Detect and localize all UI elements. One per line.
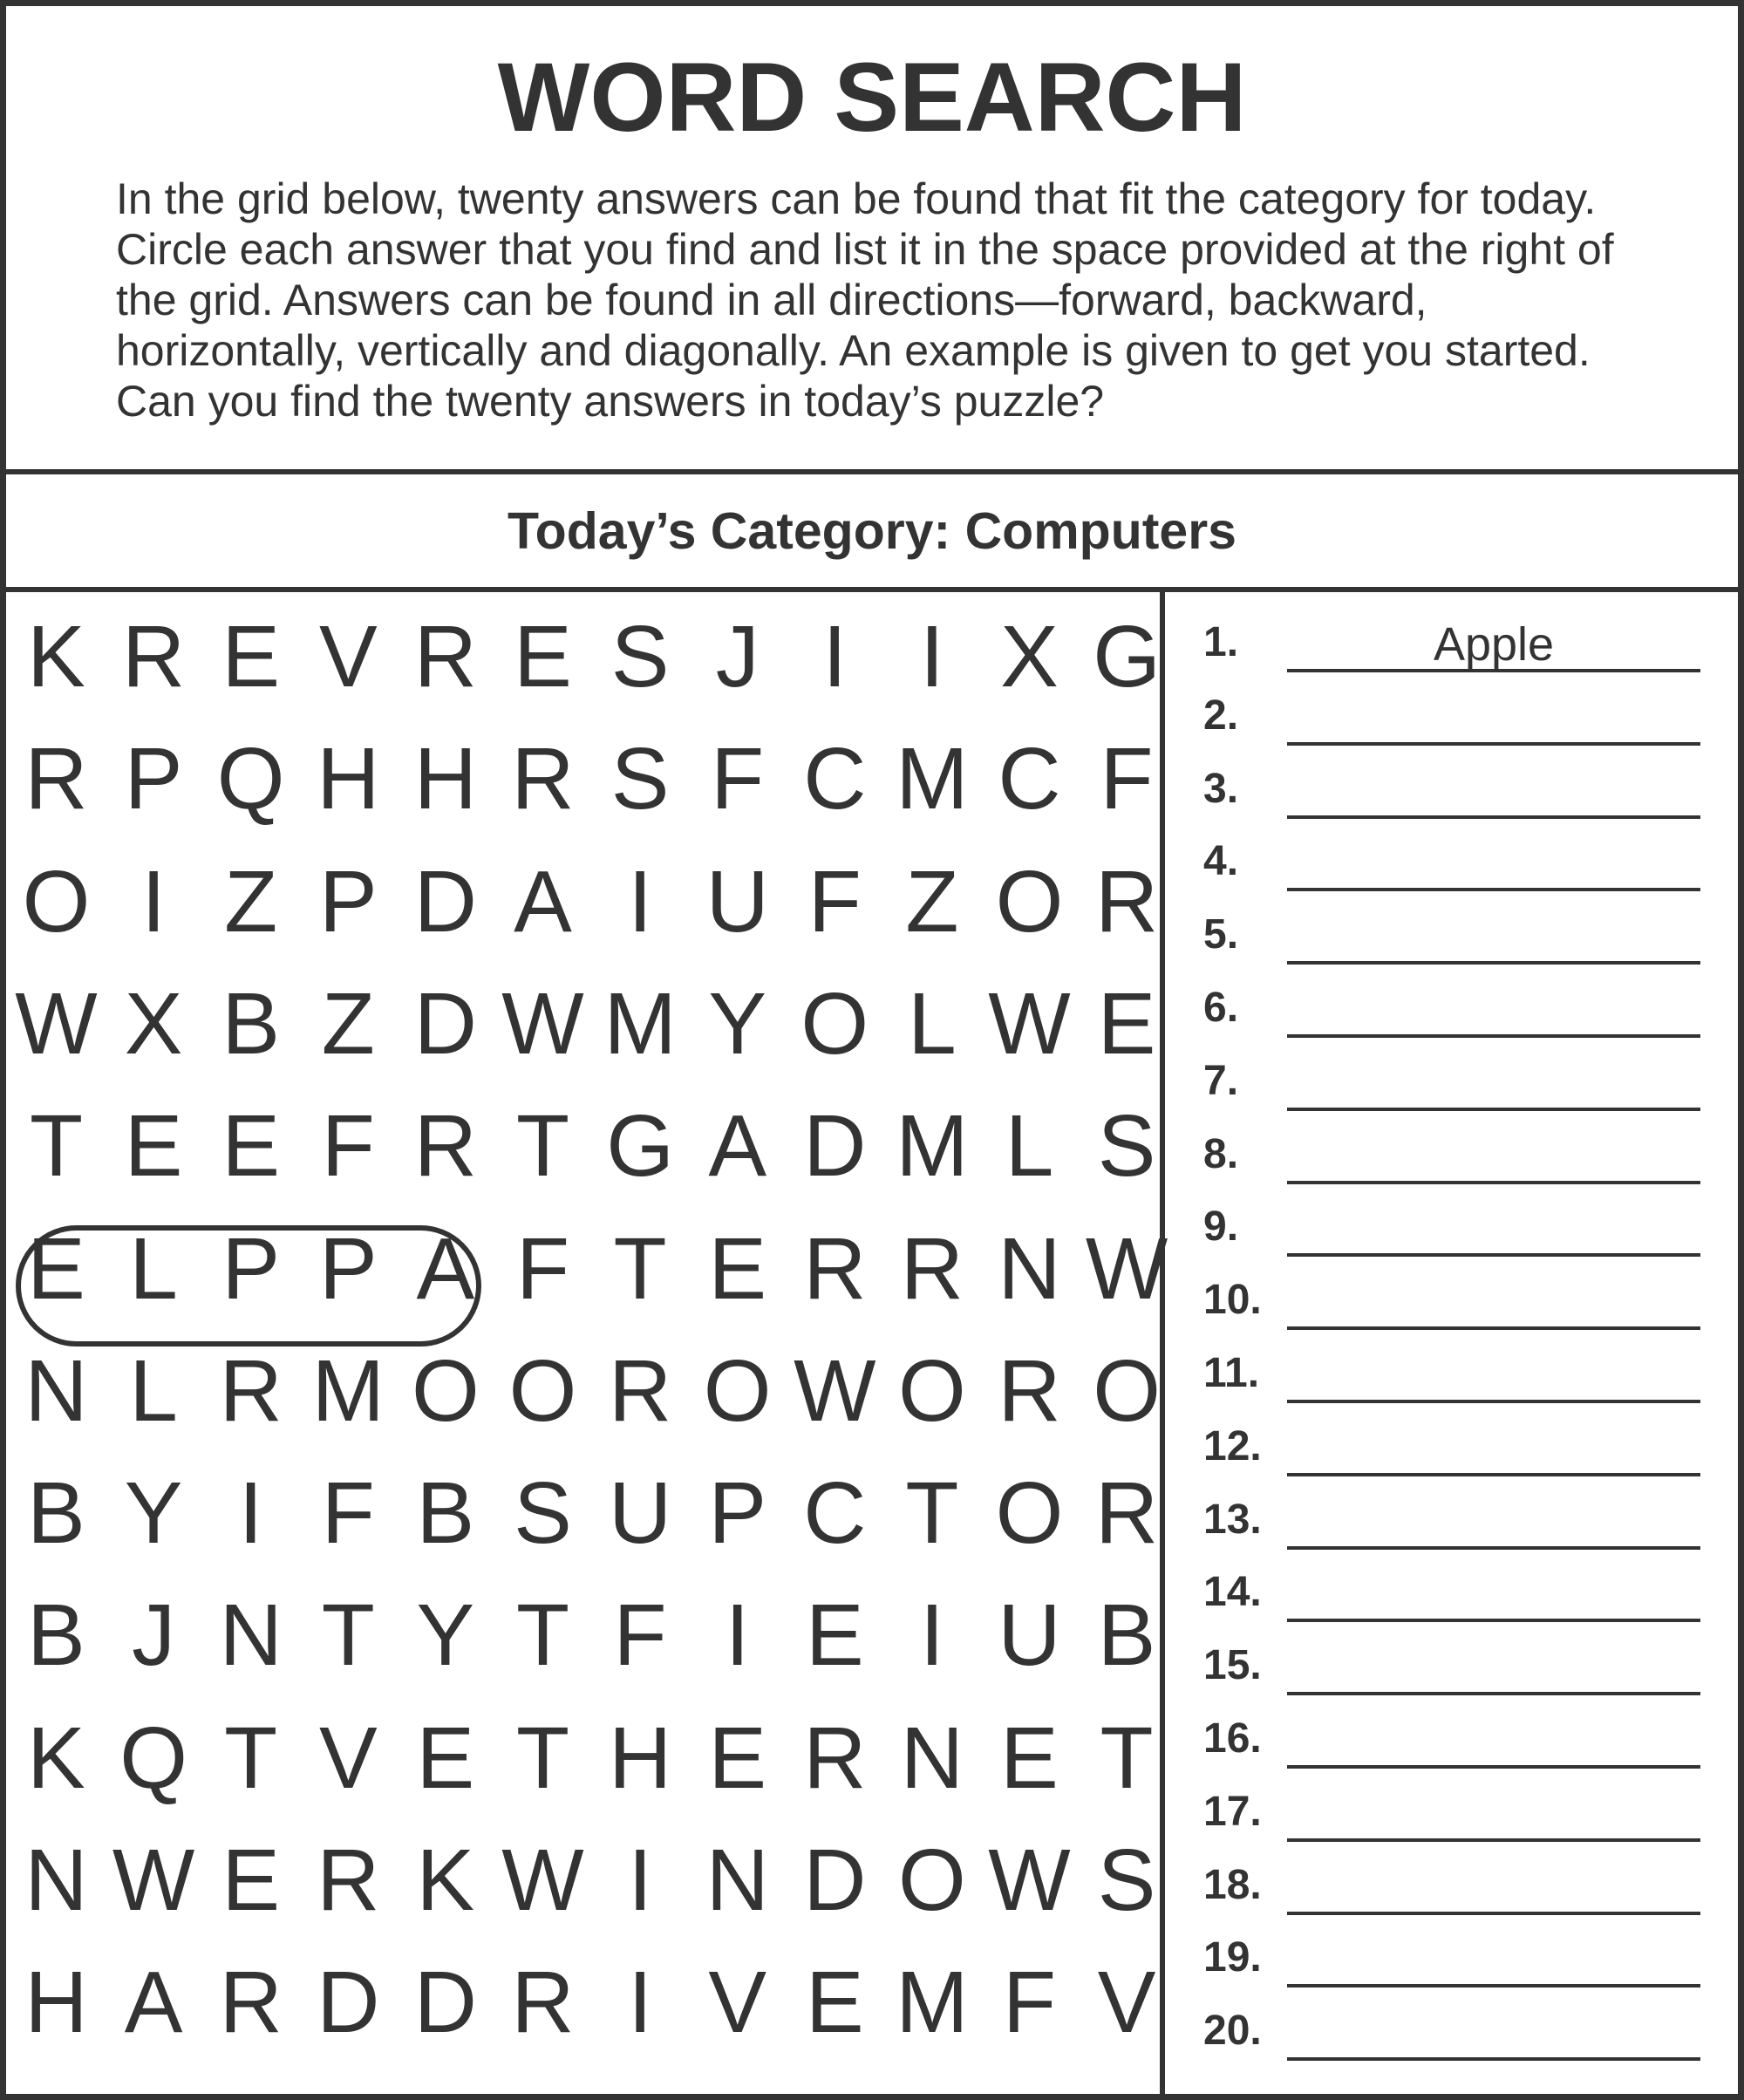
grid-letter[interactable]: W [988,1831,1071,1929]
grid-letter[interactable]: R [1094,852,1159,951]
answer-item [1165,1713,1738,1786]
answer-number: 16. [1203,1715,1262,1762]
grid-letter[interactable]: N [24,1341,88,1440]
answer-number: 11. [1203,1350,1260,1396]
grid-letter[interactable]: E [805,1586,864,1685]
answer-number: 2. [1203,692,1239,739]
answer-number: 1. [1203,619,1239,665]
header-section [6,6,1738,474]
answer-number: 6. [1203,985,1239,1031]
grid-letter[interactable]: E [514,608,572,706]
grid-letter[interactable]: D [803,1831,867,1929]
grid-letter[interactable]: K [27,608,85,706]
answer-blank-line[interactable] [1287,1984,1700,1988]
grid-letter[interactable]: S [610,730,670,828]
answer-item [1165,909,1738,982]
instructions-text: In the grid below, twenty answers can be found that fit the category for today. Circle each answer that you find and list it in the space provided at the right of the grid. Answers can be found in all directions—forward, backward, horizontally, vertically and diagonally. An example is given to get you started. Can you find the twenty answers in today’s puzzle? [116,174,1614,426]
grid-letter[interactable]: Q [119,1708,187,1807]
grid-letter[interactable]: Z [224,852,278,951]
answer-item [1165,1932,1738,2005]
grid-letter[interactable]: T [515,1097,570,1196]
grid-letter[interactable]: R [998,1341,1061,1440]
answer-item [1165,1421,1738,1494]
grid-letter[interactable]: C [803,730,867,828]
grid-letter[interactable]: F [1002,1953,1057,2052]
answer-blank-line[interactable] [1287,1619,1700,1622]
grid-letter[interactable]: I [141,852,166,951]
grid-letter[interactable]: E [221,1831,281,1929]
grid-letter[interactable]: E [27,1219,85,1318]
answer-item [1165,835,1738,909]
grid-letter[interactable]: C [803,1464,867,1563]
grid-letter[interactable]: O [800,974,869,1073]
grid-letter[interactable]: T [29,1097,84,1196]
grid-letter[interactable]: A [124,1953,183,2052]
answer-item [1165,763,1738,836]
grid-letter[interactable]: F [613,1586,667,1685]
example-answer-circle [16,1225,481,1347]
answer-blank-line[interactable] [1287,815,1700,819]
answer-blank-line[interactable] [1287,961,1700,965]
grid-letter[interactable]: L [1005,1097,1054,1196]
grid-letter[interactable]: D [413,852,477,951]
grid-letter[interactable]: I [919,608,944,706]
grid-letter[interactable]: N [24,1831,88,1929]
grid-letter[interactable]: W [501,974,584,1073]
grid-letter[interactable]: E [708,1219,767,1318]
answer-item [1165,1566,1738,1640]
grid-letter[interactable]: E [708,1708,767,1807]
grid-letter[interactable]: T [515,1708,570,1807]
grid-letter[interactable]: R [511,730,575,828]
grid-letter[interactable]: B [27,1464,85,1563]
answer-blank-line[interactable] [1287,1181,1700,1184]
grid-letter[interactable]: S [1097,1097,1156,1196]
grid-letter[interactable]: G [1093,608,1161,706]
grid-letter[interactable]: X [1000,608,1059,706]
grid-letter[interactable]: L [129,1341,178,1440]
grid-letter[interactable]: Z [905,852,959,951]
grid-letter[interactable]: I [238,1464,263,1563]
grid-letter[interactable]: U [705,852,769,951]
grid-letter[interactable]: M [311,1341,385,1440]
answer-item [1165,1786,1738,1859]
grid-letter[interactable]: J [715,608,760,706]
grid-letter[interactable]: R [608,1341,672,1440]
grid-letter[interactable]: Z [321,974,375,1073]
grid-letter[interactable]: P [318,1219,378,1318]
grid-letter[interactable]: S [1097,1831,1156,1929]
grid-letter[interactable]: N [219,1586,283,1685]
grid-letter[interactable]: L [908,974,957,1073]
grid-letter[interactable]: K [27,1708,85,1807]
grid-letter[interactable]: O [508,1341,577,1440]
grid-letter[interactable]: M [896,1953,969,2052]
grid-letter[interactable]: I [628,852,652,951]
grid-letter[interactable]: T [1100,1708,1154,1807]
grid-letter[interactable]: F [807,852,862,951]
answer-item [1165,2005,1738,2078]
answer-blank-line[interactable] [1287,1765,1700,1769]
answer-item [1165,1055,1738,1128]
answer-blank-line[interactable] [1287,888,1700,891]
answer-number: 15. [1203,1642,1262,1689]
grid-letter[interactable]: O [897,1341,966,1440]
grid-letter[interactable]: I [919,1586,944,1685]
grid-letter[interactable]: T [224,1708,278,1807]
grid-letter[interactable]: Q [216,730,285,828]
answer-number: 9. [1203,1203,1239,1251]
grid-letter[interactable]: V [318,1708,378,1807]
grid-letter[interactable]: M [896,730,969,828]
answer-item [1165,1128,1738,1202]
grid-letter[interactable]: A [514,852,572,951]
answer-item [1165,1201,1738,1274]
grid-letter[interactable]: B [27,1586,85,1685]
answer-number: 12. [1203,1422,1262,1469]
answer-blank-line[interactable] [1287,1326,1700,1330]
grid-letter[interactable]: D [413,974,477,1073]
grid-letter[interactable]: P [124,730,183,828]
grid-letter[interactable]: E [221,1097,281,1196]
answer-blank-line[interactable] [1287,1838,1700,1842]
grid-letter[interactable]: U [998,1586,1061,1685]
grid-letter[interactable]: H [608,1708,672,1807]
grid-letter[interactable]: W [1085,1219,1168,1318]
grid-letter[interactable]: N [900,1708,964,1807]
grid-letter[interactable]: A [416,1219,475,1318]
answer-number: 5. [1203,911,1239,958]
grid-letter[interactable]: R [121,608,186,706]
answer-number: 20. [1203,2008,1262,2055]
grid-letter[interactable]: R [900,1219,964,1318]
answer-blank-line[interactable] [1287,1034,1700,1038]
grid-letter[interactable]: K [416,1831,475,1929]
grid-letter[interactable]: Y [124,1464,183,1563]
answer-number: 10. [1203,1277,1262,1324]
grid-letter[interactable]: I [628,1953,652,2052]
grid-letter[interactable]: I [725,1586,750,1685]
grid-letter[interactable]: E [805,1953,864,2052]
grid-letter[interactable]: R [1094,1464,1159,1563]
grid-letter[interactable]: X [124,974,183,1073]
answer-blank-line[interactable] [1287,1400,1700,1403]
answer-number: 3. [1203,765,1239,812]
grid-letter[interactable]: T [321,1586,375,1685]
answer-item [1165,1859,1738,1933]
grid-letter[interactable]: R [219,1341,283,1440]
grid-letter[interactable]: V [708,1953,767,2052]
answer-blank-line[interactable] [1287,1692,1700,1695]
grid-letter[interactable]: S [514,1464,572,1563]
grid-letter[interactable]: R [413,1097,477,1196]
grid-letter[interactable]: O [897,1831,966,1929]
grid-letter[interactable]: R [413,608,477,706]
grid-letter[interactable]: V [318,608,378,706]
grid-letter[interactable]: E [416,1708,475,1807]
grid-letter[interactable]: H [413,730,477,828]
grid-letter[interactable]: T [905,1464,959,1563]
answer-number: 17. [1203,1788,1262,1835]
grid-letter[interactable]: H [317,730,380,828]
grid-letter[interactable]: W [501,1831,584,1929]
grid-letter[interactable]: A [708,1097,767,1196]
grid-letter[interactable]: O [1093,1341,1161,1440]
grid-letter[interactable]: W [15,974,98,1073]
answer-blank-line[interactable] [1287,1546,1700,1550]
grid-letter[interactable]: F [711,730,765,828]
answer-blank-line[interactable] [1287,742,1700,746]
grid-letter[interactable]: B [1097,1586,1156,1685]
category-label: Today’s Category: Computers [508,502,1236,560]
answer-item [1165,1274,1738,1347]
answer-item [1165,982,1738,1055]
answer-number: 19. [1203,1934,1262,1981]
grid-letter[interactable]: O [703,1341,772,1440]
grid-letter[interactable]: O [411,1341,480,1440]
grid-letter[interactable]: B [416,1464,475,1563]
grid-letter[interactable]: D [317,1953,380,2052]
answer-blank-line[interactable] [1287,1912,1700,1915]
answer-number: 13. [1203,1496,1262,1543]
category-bar [6,474,1738,592]
answer-blank-line[interactable] [1287,1473,1700,1476]
grid-letter[interactable]: S [610,608,670,706]
grid-letter[interactable]: L [129,1219,178,1318]
grid-letter[interactable]: C [998,730,1061,828]
grid-letter[interactable]: R [24,730,88,828]
answer-text[interactable]: Apple [1433,618,1555,671]
answer-number: 4. [1203,838,1239,885]
grid-letter[interactable]: M [896,1097,969,1196]
grid-letter[interactable]: F [321,1464,375,1563]
grid-letter[interactable]: J [132,1586,176,1685]
grid-letter[interactable]: R [803,1219,867,1318]
grid-letter[interactable]: F [321,1097,375,1196]
answer-number: 8. [1203,1130,1239,1177]
answer-number: 18. [1203,1861,1262,1908]
answer-number: 7. [1203,1057,1239,1104]
answer-blank-line[interactable] [1287,1108,1700,1111]
grid-letter[interactable]: N [705,1831,769,1929]
answer-item [1165,1640,1738,1713]
grid-letter[interactable]: M [603,974,677,1073]
letter-grid-area [6,592,1168,2100]
page-title: WORD SEARCH [497,43,1247,152]
grid-letter[interactable]: P [221,1219,281,1318]
grid-letter[interactable]: B [221,974,281,1073]
grid-letter[interactable]: D [413,1953,477,2052]
grid-letter[interactable]: V [1097,1953,1156,2052]
answer-item [1165,617,1738,690]
answer-blank-line[interactable] [1287,2057,1700,2061]
grid-letter[interactable]: R [317,1831,380,1929]
grid-letter[interactable]: F [1100,730,1154,828]
grid-letter[interactable]: O [22,852,91,951]
grid-letter[interactable]: E [1097,974,1156,1073]
grid-letter[interactable]: E [221,608,281,706]
grid-letter[interactable]: H [24,1953,88,2052]
grid-letter[interactable]: W [112,1831,195,1929]
answer-list [1165,592,1738,2100]
answer-blank-line[interactable] [1287,1253,1700,1257]
grid-letter[interactable]: I [822,608,848,706]
grid-letter[interactable]: R [511,1953,575,2052]
grid-letter[interactable]: W [988,974,1071,1073]
grid-letter[interactable]: P [318,852,378,951]
grid-letter[interactable]: F [515,1219,570,1318]
answer-item [1165,1347,1738,1421]
grid-letter[interactable]: N [998,1219,1061,1318]
grid-letter[interactable]: D [803,1097,867,1196]
grid-letter[interactable]: T [515,1586,570,1685]
grid-letter[interactable]: I [628,1831,652,1929]
grid-letter[interactable]: O [995,852,1064,951]
grid-letter[interactable]: R [219,1953,283,2052]
grid-letter[interactable]: O [995,1464,1064,1563]
grid-letter[interactable]: E [124,1097,183,1196]
grid-letter[interactable]: U [608,1464,672,1563]
answer-number: 14. [1203,1569,1262,1616]
grid-letter[interactable]: R [803,1708,867,1807]
grid-letter[interactable]: Y [416,1586,475,1685]
grid-letter[interactable]: G [606,1097,674,1196]
answer-item [1165,1494,1738,1567]
answer-item [1165,690,1738,763]
grid-letter[interactable]: Y [708,974,767,1073]
grid-letter[interactable]: T [613,1219,667,1318]
grid-letter[interactable]: P [708,1464,767,1563]
grid-letter[interactable]: E [1000,1708,1059,1807]
grid-letter[interactable]: W [794,1341,876,1440]
